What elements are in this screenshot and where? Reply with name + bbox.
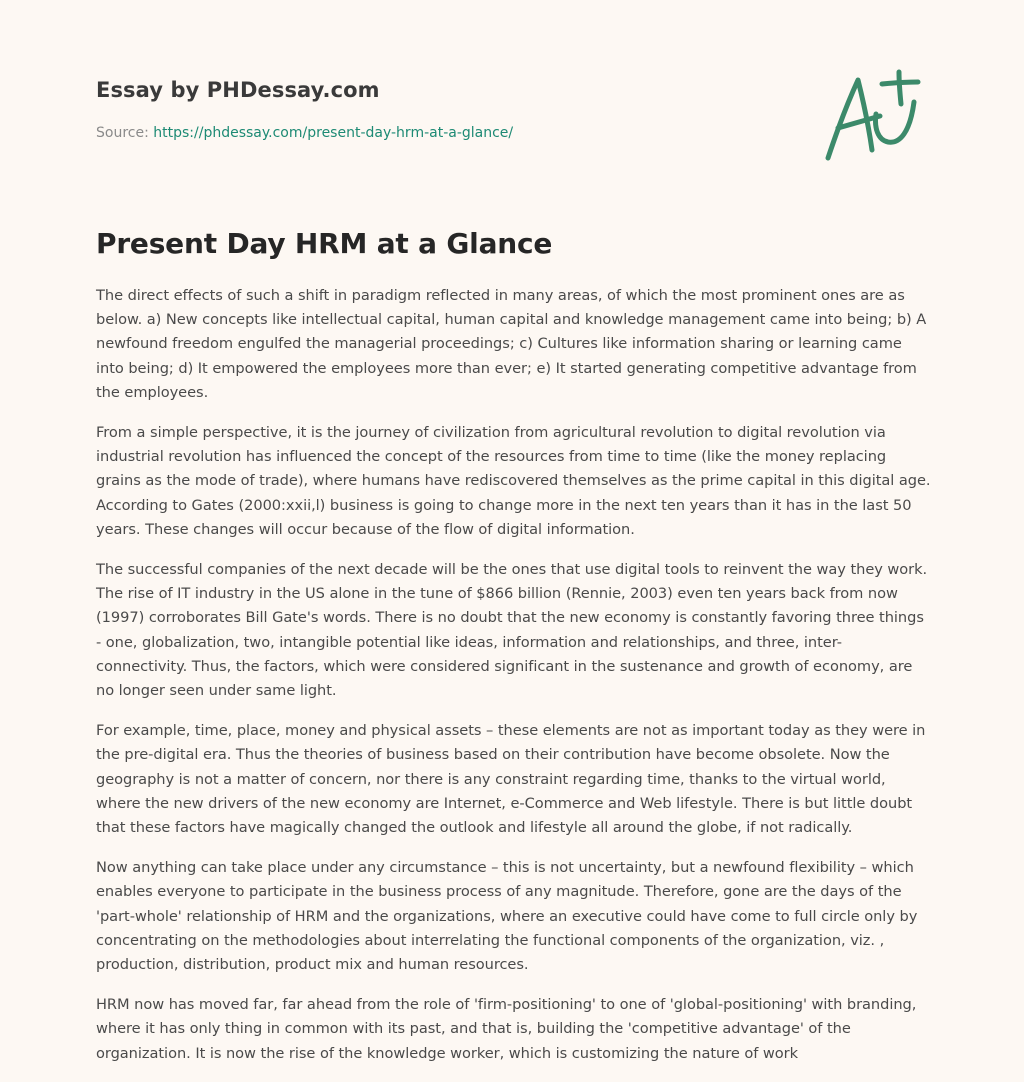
source-link[interactable]: https://phdessay.com/present-day-hrm-at-a-glance/ xyxy=(153,125,514,141)
paragraph: Now anything can take place under any circumstance – this is not uncertainty, but a newfound flexibility – which enables everyone to participate in the business process of any magnitude. Therefore, gone are the days of the 'part-whole' relationship of HRM and the organizations, where an executive could have come to full circle only by concentrating on the methodologies about interrelating the functional components of the organization, viz. , production, distribution, product mix and human resources. xyxy=(96,859,918,974)
page-header xyxy=(96,76,696,143)
paragraph: HRM now has moved far, far ahead from the role of 'firm-positioning' to one of 'global-positioning' with branding, where it has only thing in common with its past, and that is, building the 'competitive advantage' of the organization. It is now the rise of the knowledge worker, which is customizing the nature of work xyxy=(96,996,917,1062)
paragraph: From a simple perspective, it is the journey of civilization from agricultural revolution to digital revolution via industrial revolution has influenced the concept of the resources from time to time (like the money replacing grains as the mode of trade), where humans have rediscovered themselves as the prime capital in this digital age. According to Gates (2000:xxii,l) business is going to change more in the next ten years than it has in the last 50 years. These changes will occur because of the flow of digital information. xyxy=(96,424,931,538)
article-title: Present Day HRM at a Glance xyxy=(96,227,553,260)
article-body xyxy=(96,284,932,1082)
paragraph: For example, time, place, money and physical assets – these elements are not as important today as they were in the pre-digital era. Thus the theories of business based on their contribution have become obsolete. Now the geography is not a matter of concern, nor there is any constraint regarding time, thanks to the virtual world, where the new drivers of the new economy are Internet, e-Commerce and Web lifestyle. There is but little doubt that these factors have magically changed the outlook and lifestyle all around the globe, if not radically. xyxy=(96,722,926,837)
a-plus-logo-icon xyxy=(818,66,930,170)
paragraph: The direct effects of such a shift in paradigm reflected in many areas, of which the most prominent ones are as below. a) New concepts like intellectual capital, human capital and knowledge management came into being; b) A newfound freedom engulfed the managerial proceedings; c) Cultures like information sharing or learning came into being; d) It empowered the employees more than ever; e) It started generating competitive advantage from the employees. xyxy=(96,287,927,401)
source-label: Source: xyxy=(96,125,149,141)
source-line xyxy=(96,123,696,143)
paragraph: The successful companies of the next decade will be the ones that use digital tools to reinvent the way they work. The rise of IT industry in the US alone in the tune of $866 billion (Rennie, 2003) even ten years back from now (1997) corroborates Bill Gate's words. There is no doubt that the new economy is constantly favoring three things - one, globalization, two, intangible potential like ideas, information and relationships, and three, inter-connectivity. Thus, the factors, which were considered significant in the sustenance and growth of economy, are no longer seen under same light. xyxy=(96,561,928,700)
site-title: Essay by PHDessay.com xyxy=(96,78,380,102)
